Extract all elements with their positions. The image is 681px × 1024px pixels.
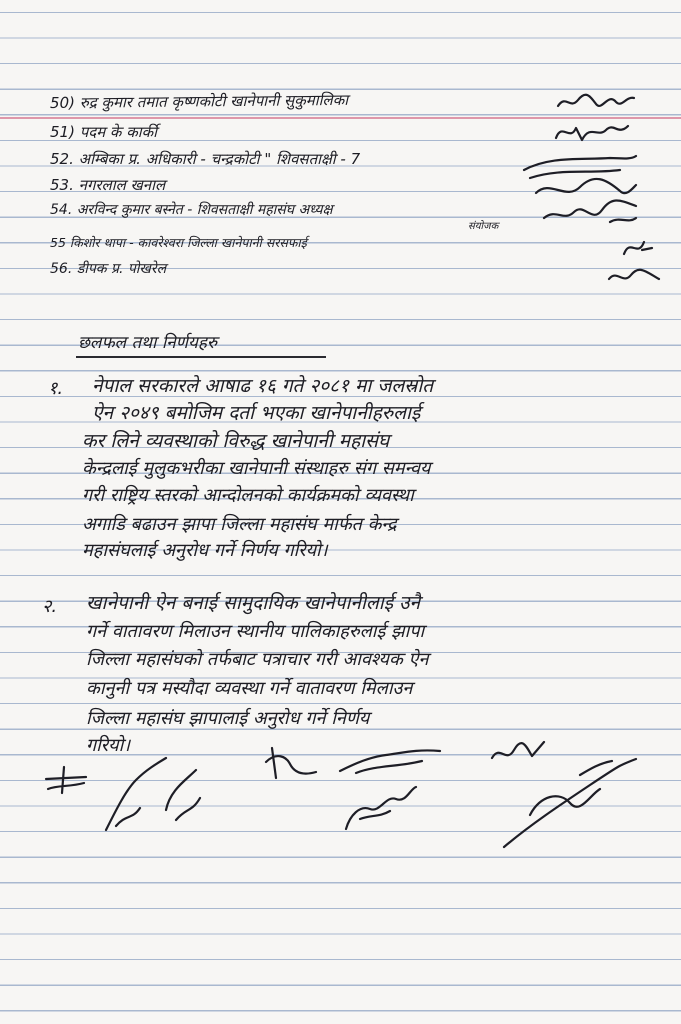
decision-2-line-5: जिल्ला महासंघ झापालाई अनुरोध गर्ने निर्णय	[86, 708, 370, 729]
decision-2-line-1: खानेपानी ऐन बनाई सामुदायिक खानेपानीलाई उनै	[86, 592, 421, 614]
bottom-signature-1	[40, 765, 90, 795]
decisions-heading: छलफल तथा निर्णयहरु	[78, 333, 218, 353]
signature-51	[552, 118, 632, 146]
decision-2-line-4: कानुनी पत्र मस्यौदा व्यवस्था गर्ने वातावरण मिलाउन	[86, 678, 413, 699]
heading-underline	[76, 356, 326, 358]
decision-2-line-2: गर्ने वातावरण मिलाउन स्थानीय पालिकाहरुलाई झापा	[86, 621, 425, 642]
attendance-entry-56: 56. डीपक प्र. पोखरेल	[50, 261, 167, 277]
signature-50	[556, 88, 636, 114]
decision-2-number: २.	[42, 596, 58, 617]
attendance-entry-55: 55 किशोर थापा - कावरेश्वरा जिल्ला खानेपानी सरसफाई	[50, 235, 307, 250]
attendance-entry-53: 53. नगरलाल खनाल	[50, 176, 166, 194]
signature-54	[540, 196, 640, 230]
attendance-note-55: संयोजक	[468, 221, 499, 232]
attendance-entry-50: 50) रुद्र कुमार तमात कृष्णकोटी खानेपानी सुकुमालिका	[49, 90, 349, 112]
decision-1-line-5: गरी राष्ट्रिय स्तरको आन्दोलनको कार्यक्रमको व्यवस्था	[82, 485, 414, 506]
decision-1-line-6: अगाडि बढाउन झापा जिल्ला महासंघ मार्फत केन्द्र	[82, 514, 397, 535]
decision-1-line-7: महासंघलाई अनुरोध गर्ने निर्णय गरियो।	[82, 540, 328, 561]
attendance-entry-52: 52. अम्बिका प्र. अधिकारी - चन्द्रकोटी " शिवसताक्षी - 7	[50, 150, 361, 168]
decision-2-line-6: गरियो।	[86, 735, 131, 756]
bottom-signature-3	[262, 742, 322, 787]
bottom-signature-6	[340, 785, 420, 835]
attendance-entry-51: 51) पदम के कार्की	[50, 123, 158, 141]
decision-1-line-1: नेपाल सरकारले आषाढ १६ गते २०८१ मा जलस्रोत	[92, 375, 434, 397]
decision-1-number: १.	[48, 378, 64, 399]
bottom-signature-4	[336, 745, 446, 779]
decision-2-line-3: जिल्ला महासंघको तर्फबाट पत्राचार गरी आवश्यक ऐन	[86, 649, 429, 670]
attendance-entry-54: 54. अरविन्द कुमार बस्नेत - शिवसताक्षी महासंघ अध्यक्ष	[50, 202, 333, 218]
bottom-signature-7	[500, 755, 640, 850]
bottom-signature-2	[96, 750, 216, 840]
decision-1-line-4: केन्द्रलाई मुलुकभरीका खानेपानी संस्थाहरु संग समन्वय	[82, 458, 431, 479]
decision-1-line-2: ऐन २०४९ बमोजिम दर्ता भएका खानेपानीहरुलाई	[92, 402, 421, 424]
signature-56	[605, 265, 665, 289]
decision-1-line-3: कर लिने व्यवस्थाको विरुद्ध खानेपानी महासंघ	[82, 430, 390, 452]
signature-55	[618, 232, 658, 262]
